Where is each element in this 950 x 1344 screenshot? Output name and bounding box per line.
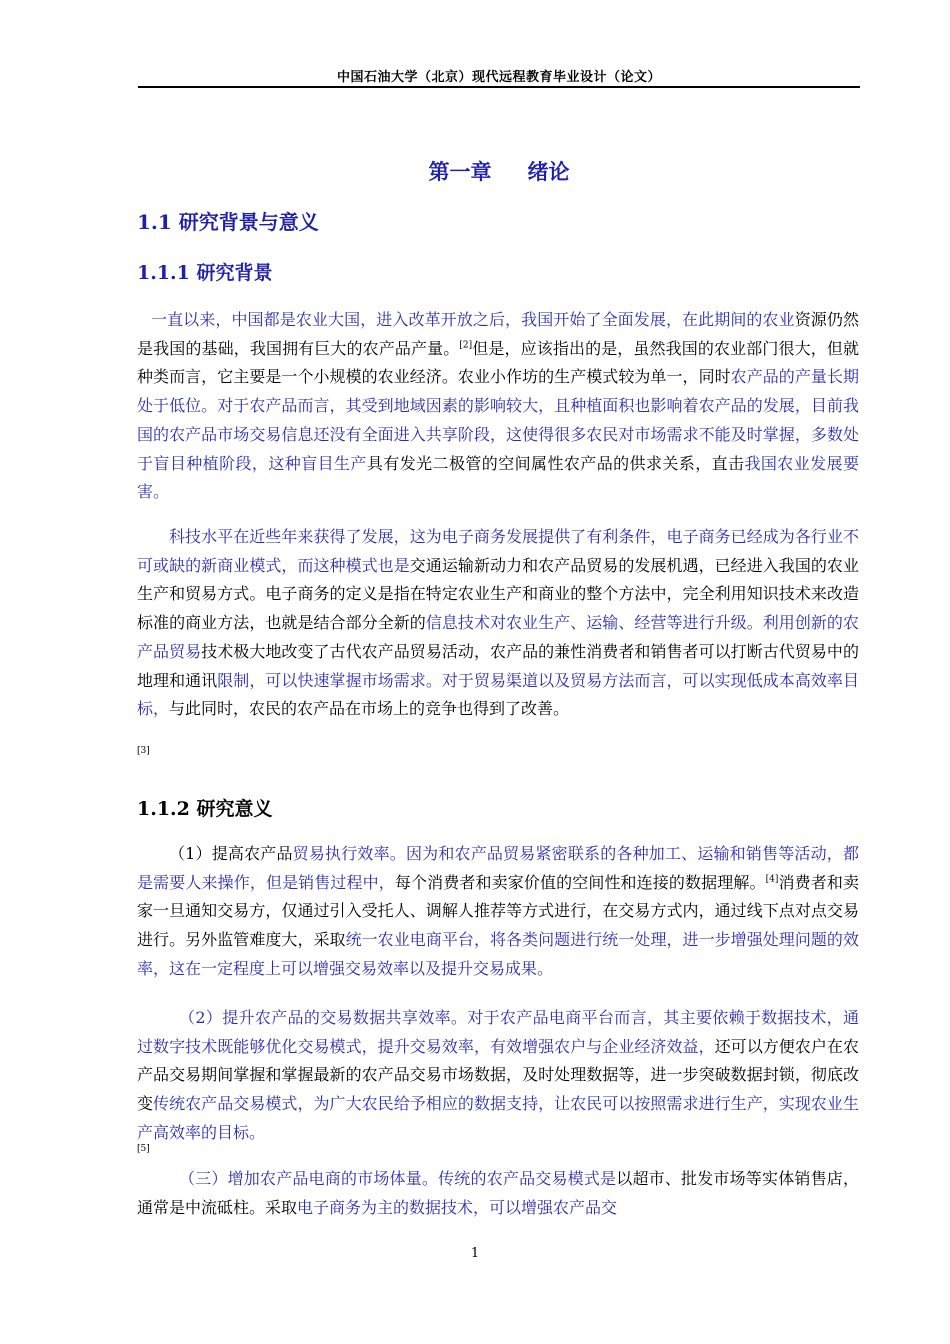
text-span: 限制，可以快速掌握市场需求。对于贸易渠道以及贸易方法而言，可以实现低成本高效率目标，	[137, 670, 859, 719]
text-span: 信息技术对农业生产、运输、经营等进行升级。利用创新的农产品贸易	[137, 613, 859, 661]
citation: [4]	[765, 874, 779, 885]
text-span: 但是，应该指出的是，虽然我国的农业部门很大，但就种类而言，它主要是一个小规模的农业经济。农业小作坊的生产模式较为单一，同时	[137, 338, 859, 387]
chapter-number: 第一章	[428, 159, 492, 184]
text-span: 技术极大地改变了古代农产品贸易活动，农产品的兼性消费者和销售者可以打断古代贸易中的地理和通讯	[137, 641, 859, 690]
text-span: 农产品的产量长期处于低位。对于农产品而言，其受到地域因素的影响较大，且种植面积也影响着农产品的发展，目前我国的农产品市场交易信息还没有全面进入共享阶段，这使得很多农民对市场需求不能及时掌握，多数处于盲目种植阶段，这种盲目生产	[137, 367, 859, 473]
paragraph-significance-3	[137, 1165, 859, 1222]
section-heading-1-1: 1.1 研究背景与意义	[137, 210, 319, 234]
text-span: 以超市、批发市场等实体销售店，通常是中流砥柱。采取	[137, 1169, 859, 1217]
paragraph-significance-1	[137, 840, 859, 984]
text-span: 一直以来，中国都是农业大国，进入改革开放之后，我国开始了全面发展，在此期间的农业	[151, 310, 795, 329]
text-span: 资源仍然是我国的基础，我国拥有巨大的农产品产量。	[137, 310, 859, 358]
citation: [2]	[459, 340, 473, 351]
text-span: 与此同时，农民的农产品在市场上的竞争也得到了改善。	[169, 699, 570, 719]
text-span: 科技水平在近些年来获得了发展，这为电子商务发展提供了有利条件，电子商务已经成为各行业不可或缺的新商业模式，而这种模式也是	[137, 527, 859, 575]
text-span: 传统农产品交易模式，为广大农民给予相应的数据支持，让农民可以按照需求进行生产，实现农业生产高效率的目标。	[137, 1094, 859, 1142]
text-span: 消费者和卖家一旦通知交易方，仅通过引入受托人、调解人推荐等方式进行，在交易方式内，通过线下点对点交易进行。另外监管难度大，采取	[137, 872, 859, 950]
text-span: 贸易执行效率。因为和农产品贸易紧密联系的各种加工、运输和销售等活动，都是需要人来操作，但是销售过程中，	[137, 844, 859, 892]
citation: [5]	[137, 1144, 150, 1154]
paragraph-background-1	[137, 306, 859, 507]
text-span: 还可以方便农户在农产品交易期间掌握和掌握最新的农产品交易市场数据，及时处理数据等，进一步突破数据封锁，彻底改变	[137, 1036, 859, 1114]
text-span: 统一农业电商平台，将各类问题进行统一处理，进一步增强处理问题的效率，这在一定程度上可以增强交易效率以及提升交易成果。	[137, 930, 859, 978]
chapter-title	[138, 156, 860, 186]
paragraph-background-2	[137, 523, 859, 724]
chapter-name: 绪论	[527, 159, 570, 184]
page-number: 1	[470, 1246, 480, 1261]
text-span: 我国农业发展要害。	[137, 453, 859, 502]
section-heading-1-1-1: 1.1.1 研究背景	[137, 262, 273, 284]
text-span: 每个消费者和卖家价值的空间性和连接的数据理解。	[394, 872, 766, 892]
text-span: 具有发光二极管的空间属性农产品的供求关系，直击	[366, 453, 745, 473]
text-span: （三）增加农产品电商的市场体量。传统的农产品交易模式是	[179, 1169, 617, 1188]
text-span: （2）提升农产品的交易数据共享效率。对于农产品电商平台而言，其主要依赖于数据技术，通过数字技术既能够优化交易模式，提升交易效率，有效增强农户与企业经济效益，	[137, 1008, 859, 1056]
section-heading-1-1-2: 1.1.2 研究意义	[137, 798, 273, 820]
text-span: 电子商务为主的数据技术，可以增强农产品交	[297, 1197, 618, 1217]
paragraph-significance-2	[137, 1004, 859, 1148]
page-header: 中国石油大学（北京）现代远程教育毕业设计（论文）	[336, 70, 661, 85]
citation: [3]	[137, 746, 150, 756]
text-span: （1）提高农产品	[169, 844, 293, 863]
text-span: 交通运输新动力和农产品贸易的发展机遇，已经进入我国的农业生产和贸易方式。电子商务的定义是指在特定农业生产和商业的整个方法中，完全利用知识技术来改造标准的商业方法，也就是结合部分全新的	[137, 555, 859, 633]
header-rule	[138, 86, 860, 88]
